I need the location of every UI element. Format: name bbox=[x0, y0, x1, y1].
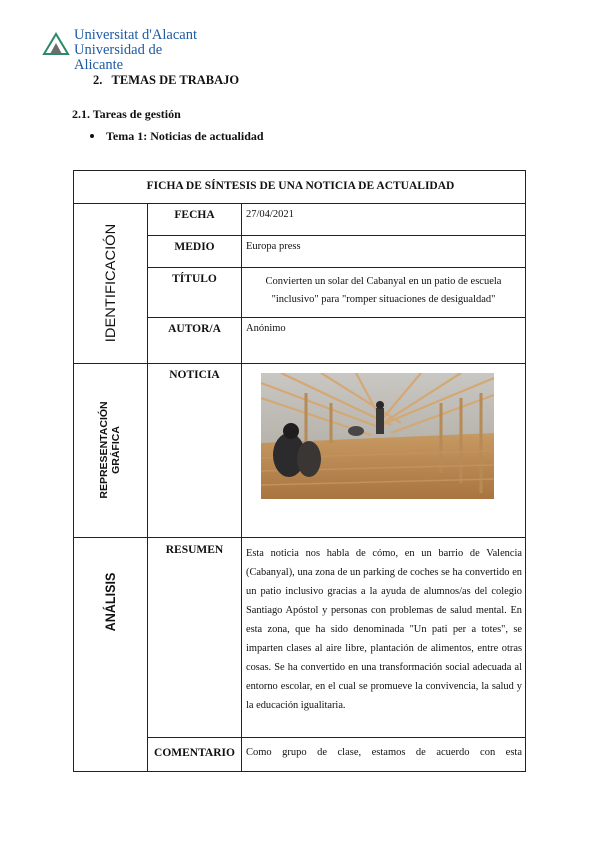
value-medio: Europa press bbox=[246, 241, 301, 252]
logo-line-1: Universitat d'Alacant bbox=[74, 27, 198, 43]
bullet-item bbox=[90, 129, 264, 144]
label-autor: AUTOR/A bbox=[168, 323, 221, 335]
value-resumen: Esta noticia nos habla de cómo, en un barrio de Valencia (Cabanyal), una zona de un parking de coches se ha convertido en un patio inclusivo gracias a la ayuda de alumnos/as del colegio Santiago Apóstol y personas con problemas de salud mental. En esta zona, que ha sido denominada "Un pati per a totes", se imparten clases al aire libre, plantación de alimentos, entre otras cosas. Se ha convertido en una transformación social adecuada al entorno escolar, en el cual se promueve la convivencia, la salud y la educación igualitaria. bbox=[246, 548, 522, 711]
university-logo-icon bbox=[42, 30, 70, 58]
bullet-text: Tema 1: Noticias de actualidad bbox=[106, 129, 264, 143]
column-divider bbox=[147, 203, 148, 771]
value-titulo bbox=[242, 273, 525, 309]
section-title: TEMAS DE TRABAJO bbox=[111, 73, 240, 87]
label-comentario: COMENTARIO bbox=[154, 747, 235, 759]
value-titulo-line1: Convierten un solar del Cabanyal en un patio de escuela bbox=[265, 276, 502, 287]
value-fecha: 27/04/2021 bbox=[246, 209, 294, 220]
group-identificacion: IDENTIFICACIÓN bbox=[102, 223, 118, 343]
label-resumen: RESUMEN bbox=[165, 544, 224, 556]
row-divider bbox=[147, 737, 525, 738]
section-heading bbox=[93, 73, 239, 88]
value-comentario: Como grupo de clase, estamos de acuerdo con esta bbox=[246, 747, 522, 758]
section-number: 2. bbox=[93, 73, 103, 87]
label-fecha: FECHA bbox=[174, 209, 215, 221]
news-photo bbox=[261, 373, 494, 499]
label-medio: MEDIO bbox=[174, 241, 215, 253]
news-photo-image bbox=[261, 373, 494, 499]
label-noticia: NOTICIA bbox=[169, 369, 220, 381]
bullet-dot-icon bbox=[90, 134, 94, 138]
row-divider bbox=[74, 363, 525, 364]
row-divider bbox=[74, 203, 525, 204]
subsection-heading: 2.1. Tareas de gestión bbox=[72, 107, 181, 121]
value-titulo-line2: "inclusivo" para "romper situaciones de desigualdad" bbox=[271, 294, 496, 305]
row-divider bbox=[147, 267, 525, 268]
label-titulo: TÍTULO bbox=[172, 273, 217, 285]
row-divider bbox=[74, 537, 525, 538]
row-divider bbox=[147, 235, 525, 236]
group-representacion-line2: GRÁFICA bbox=[110, 426, 122, 474]
group-representacion bbox=[98, 401, 122, 498]
value-autor: Anónimo bbox=[246, 323, 286, 334]
group-representacion-line1: REPRESENTACIÓN bbox=[98, 401, 110, 499]
logo-line-2: Universidad de Alicante bbox=[74, 42, 163, 73]
row-divider bbox=[147, 317, 525, 318]
ficha-table bbox=[73, 170, 526, 772]
ficha-title: FICHA DE SÍNTESIS DE UNA NOTICIA DE ACTUALIDAD bbox=[146, 180, 455, 192]
university-logo bbox=[42, 27, 202, 73]
group-analisis: ANÁLISIS bbox=[102, 572, 118, 632]
